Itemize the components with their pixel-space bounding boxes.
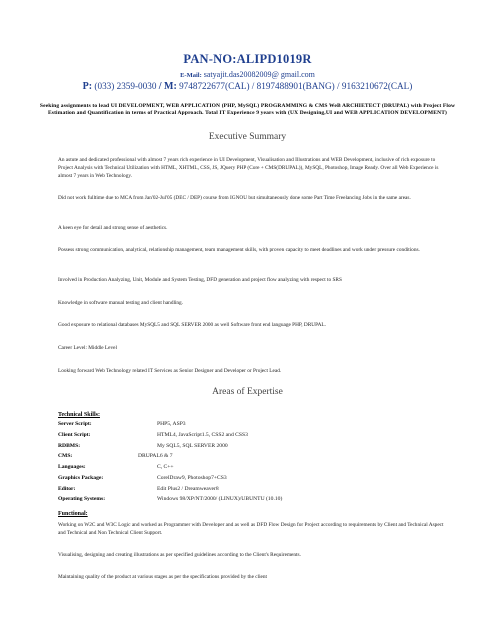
summary-paragraph: Looking forward Web Technology related IT Services as Senior Designer and Developer or Project Lead. bbox=[58, 368, 282, 374]
phone-p-label: P: bbox=[82, 81, 93, 92]
skill-label: Operating Systems: bbox=[58, 496, 106, 502]
functional-title: Functional: bbox=[58, 511, 88, 517]
phone-m-value: 9748722677(CAL) / 8197488901(BANG) / 9163210672(CAL) bbox=[179, 81, 413, 91]
skill-label: RDBMS: bbox=[58, 443, 81, 449]
skill-value: CorelDraw9, Photoshop7+CS3 bbox=[157, 475, 227, 481]
skill-label: Graphics Package: bbox=[58, 475, 104, 481]
email-label: E-Mail: bbox=[180, 72, 202, 79]
executive-summary-heading: Executive Summary bbox=[208, 132, 287, 142]
skill-label: Languages: bbox=[58, 464, 86, 470]
technical-skills-title: Technical Skills: bbox=[58, 412, 100, 418]
phone-line bbox=[0, 81, 495, 92]
areas-of-expertise-heading: Areas of Expertise bbox=[212, 387, 283, 397]
skill-value: Windows 98/XP/NT/2000/ (LINUX)/UBUNTU (10.10) bbox=[157, 496, 283, 502]
functional-item: Maintaining quality of the product at various stages as per the specifications provided by the client bbox=[58, 574, 268, 580]
summary-paragraph: Good exposure to relational databases MySQL5 and SQL SERVER 2000 as well Software front end language PHP, DRUPAL. bbox=[58, 322, 326, 328]
skill-label: Editor: bbox=[58, 486, 76, 492]
summary-paragraph: A keen eye for detail and strong sense of aesthetics. bbox=[58, 225, 168, 231]
email-value: satyajit.das20082009@ gmail.com bbox=[203, 70, 315, 79]
summary-paragraph: Did not work fulltime due to MCA from Jan'02-Jul'05 (DEC / DEP) course from IGNOU but simultaneously done some Part Time Freelancing Jobs in the same areas. bbox=[58, 195, 411, 201]
objective-statement: Seeking assignments to lead UI DEVELOPMENT, WEB APPLICATION (PHP, MySQL) PROGRAMMING & CMS WeB ARCHIETECT (DRUPAL) with Project Flow Estimation and Quantification in terms of Practical Approach. Total IT Experience 9 years with (UX Designing,UI and WEB APPLICATION DEVELOPMENT) bbox=[39, 103, 456, 117]
functional-item: Visualising, designing and creating illustrations as per specified guidelines according to the Client's Requirements. bbox=[58, 552, 301, 558]
summary-paragraph: Involved in Production Analyzing, Unit, Module and System Testing, DFD generation and project flow analyzing with respect to SRS bbox=[58, 277, 342, 283]
summary-paragraph: Knowledge in software manual testing and client handling. bbox=[58, 300, 184, 306]
skill-label: Client Script: bbox=[58, 432, 91, 438]
summary-paragraph: Career Level: Middle Level bbox=[58, 345, 117, 351]
email-line bbox=[0, 70, 495, 79]
phone-p-value: (033) 2359-0030 bbox=[94, 81, 157, 91]
skill-value: My SQL5, SQL SERVER 2000 bbox=[157, 443, 228, 449]
summary-paragraph: An astute and dedicated professional with almost 7 years rich experience in UI Development, Visualisation and Illustrations and WEB Development, inclusive of rich exposure to Project Analysis with Technical Utilization with HTML, XHTML, CSS, JS, JQuery PHP (Core + CMS(DRUPAL)), MySQL, Photoshop, Image Ready. Over all Web Experience is almost 7 years in Web Technology. bbox=[58, 157, 439, 179]
summary-paragraph: Possess strong communication, analytical, relationship management, team management skills, with proven capacity to meet deadlines and work under pressure conditions. bbox=[58, 247, 420, 253]
skill-value: C, C++ bbox=[157, 464, 174, 470]
functional-item: Working on W2C and W3C Logic and worked as Programmer with Developer and as well as DFD Flow Design for Project according to requirements by Client and Technical Aspect and Technical and Non Technical Client Support. bbox=[58, 522, 444, 536]
phone-m-label: / M: bbox=[158, 81, 177, 92]
skill-label: Server Script: bbox=[58, 421, 92, 427]
skill-label: CMS: bbox=[58, 453, 73, 459]
skill-value: PHP5, ASP3 bbox=[157, 421, 186, 427]
skill-value: HTML4, JavaScript1.5, CSS2 and CSS3 bbox=[157, 432, 248, 438]
pan-number: PAN-NO:ALIPD1019R bbox=[183, 52, 312, 66]
skill-value: DRUPAL6 & 7 bbox=[138, 453, 173, 459]
skill-value: Edit Plus2 / Dreamweaver8 bbox=[157, 486, 219, 492]
